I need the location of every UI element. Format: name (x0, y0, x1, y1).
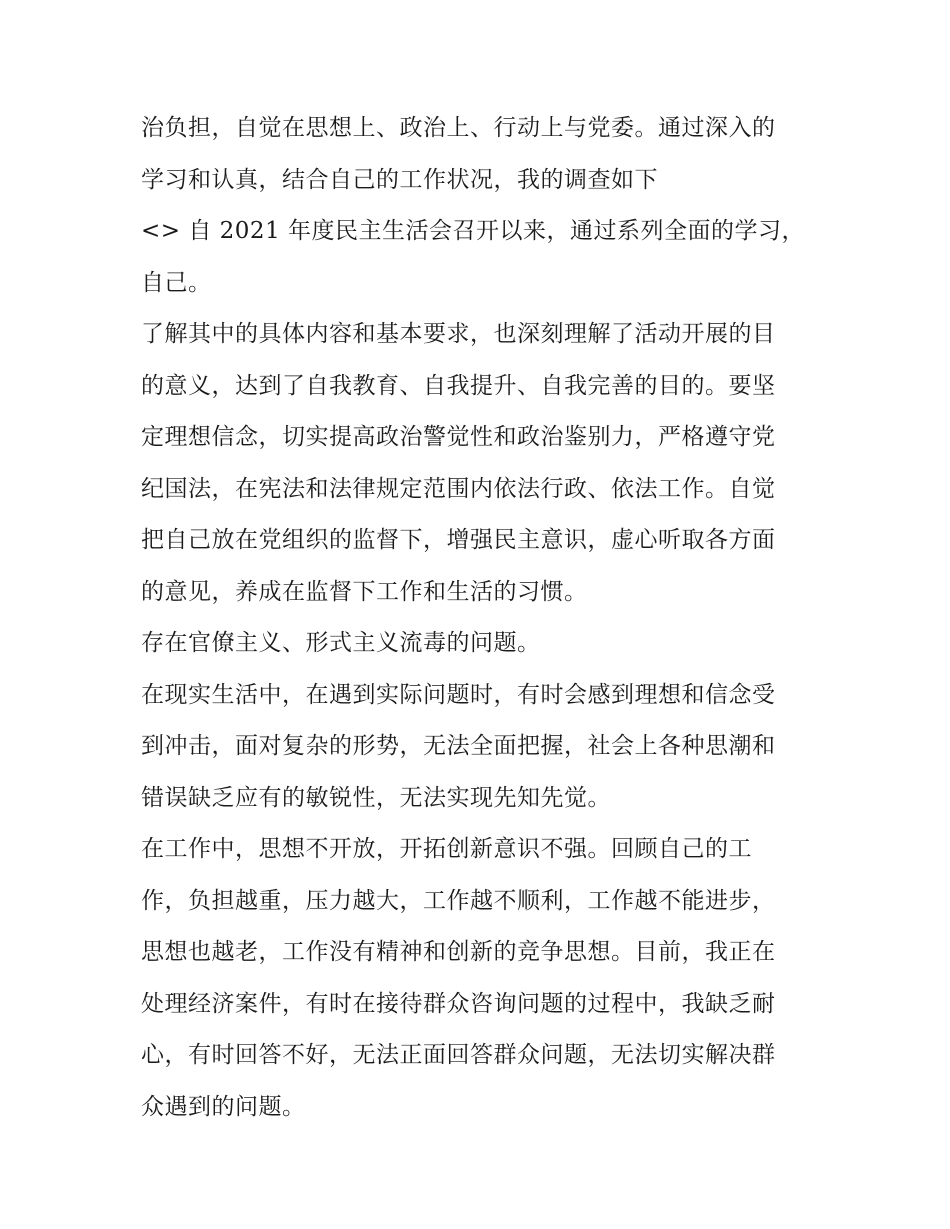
text-line: 自己。 (141, 269, 212, 296)
text-line: 众遇到的问题。 (141, 1093, 306, 1120)
text-line: 思想也越老，工作没有精神和创新的竞争思想。目前，我正在 (141, 939, 776, 965)
text-line: 了解其中的具体内容和基本要求，也深刻理解了活动开展的目 (141, 321, 776, 347)
text-line: 纪国法，在宪法和法律规定范围内依法行政、依法工作。自觉 (141, 475, 776, 502)
text-line: <> 自 2021 年度民主生活会召开以来，通过系列全面的学习， (141, 218, 806, 244)
text-line: 存在官僚主义、形式主义流毒的问题。 (141, 630, 541, 656)
text-line: 在工作中，思想不开放，开拓创新意识不强。回顾自己的工 (141, 836, 752, 862)
text-line: 到冲击，面对复杂的形势，无法全面把握，社会上各种思潮和 (141, 733, 776, 759)
text-line: 的意见，养成在监督下工作和生活的习惯。 (141, 578, 588, 605)
text-line: 治负担，自觉在思想上、政治上、行动上与党委。通过深入的 (141, 115, 776, 141)
text-line: 在现实生活中，在遇到实际问题时，有时会感到理想和信念受 (141, 681, 776, 708)
text-line: 定理想信念，切实提高政治警觉性和政治鉴别力，严格遵守党 (141, 424, 776, 450)
text-line: 把自己放在党组织的监督下，增强民主意识，虚心听取各方面 (141, 527, 776, 553)
document-page (141, 103, 821, 1133)
text-line: 学习和认真，结合自己的工作状况，我的调查如下 (141, 166, 658, 193)
text-line: 心，有时回答不好，无法正面回答群众问题，无法切实解决群 (141, 1042, 776, 1068)
text-line: 处理经济案件，有时在接待群众咨询问题的过程中，我缺乏耐 (141, 990, 776, 1017)
text-line: 作，负担越重，压力越大，工作越不顺利，工作越不能进步， (141, 887, 776, 914)
text-line: 错误缺乏应有的敏锐性，无法实现先知先觉。 (141, 784, 611, 811)
text-line: 的意义，达到了自我教育、自我提升、自我完善的目的。要坚 (141, 372, 776, 399)
